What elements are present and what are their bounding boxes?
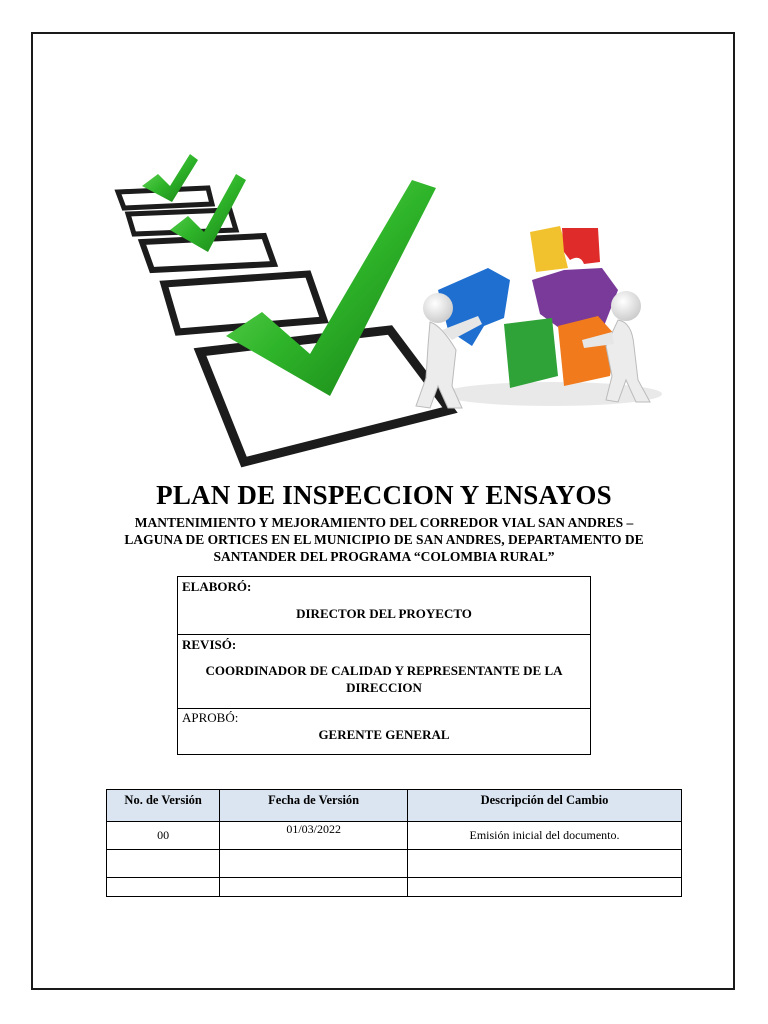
cell-version-date [220, 878, 408, 897]
cell-version-number [107, 850, 220, 878]
cell-change-description [408, 878, 682, 897]
table-row [107, 850, 682, 878]
document-subtitle [100, 514, 668, 565]
approval-row-reviso [178, 634, 590, 708]
cell-change-description [408, 850, 682, 878]
approval-row-aprobo [178, 708, 590, 754]
reviso-value-line: COORDINADOR DE CALIDAD Y REPRESENTANTE DE LA [205, 663, 563, 678]
checklist-puzzle-illustration [112, 140, 668, 480]
aprobo-value: GERENTE GENERAL [318, 727, 450, 742]
header-version-number: No. de Versión [107, 790, 220, 822]
header-change-description: Descripción del Cambio [408, 790, 682, 822]
subtitle-line: SANTANDER DEL PROGRAMA “COLOMBIA RURAL” [213, 549, 555, 564]
cell-version-date [220, 850, 408, 878]
approval-box [177, 576, 591, 755]
document-title: PLAN DE INSPECCION Y ENSAYOS [156, 480, 612, 510]
header-version-date: Fecha de Versión [220, 790, 408, 822]
table-header-row [107, 790, 682, 822]
approval-row-elaboro [178, 577, 590, 634]
elaboro-value: DIRECTOR DEL PROYECTO [296, 606, 472, 621]
cell-version-date: 01/03/2022 [220, 822, 408, 850]
table-row [107, 822, 682, 850]
elaboro-label: ELABORÓ: [182, 579, 252, 594]
cover-image [112, 140, 668, 480]
subtitle-line: LAGUNA DE ORTICES EN EL MUNICIPIO DE SAN ANDRES, DEPARTAMENTO DE [124, 532, 644, 547]
puzzle-figures-icon [416, 226, 662, 408]
subtitle-line: MANTENIMIENTO Y MEJORAMIENTO DEL CORREDOR VIAL SAN ANDRES – [134, 515, 634, 530]
cell-version-number [107, 878, 220, 897]
version-table [106, 789, 682, 897]
table-row [107, 878, 682, 897]
cell-version-number: 00 [107, 822, 220, 850]
reviso-value [182, 662, 586, 696]
reviso-value-line: DIRECCION [346, 680, 422, 695]
cell-change-description: Emisión inicial del documento. [408, 822, 682, 850]
aprobo-label: APROBÓ: [182, 710, 239, 725]
checkbox-checklist-icon [118, 154, 450, 462]
reviso-label: REVISÓ: [182, 637, 237, 652]
